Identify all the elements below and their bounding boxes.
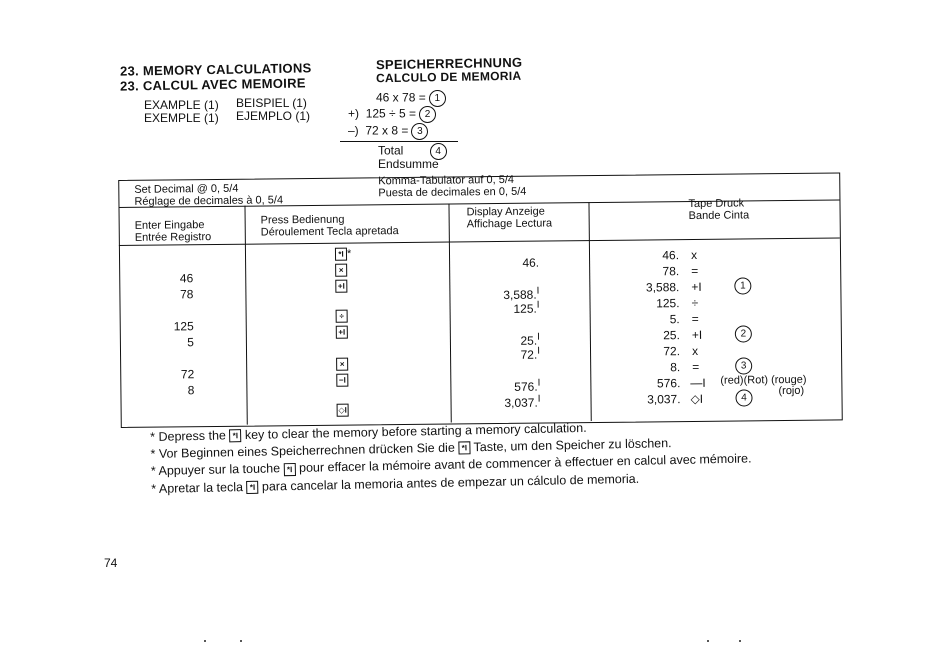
key-row <box>336 326 348 339</box>
calc-table <box>118 152 843 428</box>
red-note: (red)(Rot) (rouge) <box>720 373 807 387</box>
circled-number-icon: 1 <box>429 90 446 107</box>
divide-key-icon: ÷ <box>336 310 348 323</box>
tape-symbol: ◇I <box>690 391 704 407</box>
multiply-key-icon: × <box>335 264 347 277</box>
display-value: 25.$^I$ <box>520 331 540 348</box>
circled-number-icon: 1 <box>734 277 751 294</box>
key-row <box>336 374 348 387</box>
tape-value: 3,037. <box>647 392 681 407</box>
circled-number-icon: 3 <box>411 123 428 140</box>
tape-value: 46. <box>662 248 680 263</box>
col-tape-1: Tape Druck <box>688 197 745 211</box>
title-es: CALCULO DE MEMORIA <box>375 68 522 86</box>
col-press-2: Déroulement Tecla apretada <box>260 225 399 239</box>
key-row <box>337 404 349 417</box>
note-fr: * Appuyer sur la touche *I pour effacer la mémoire avant de commencer à effectuer en calcul avec mémoire. <box>150 451 752 479</box>
speck <box>240 640 242 642</box>
rojo-note: (rojo) <box>778 384 805 398</box>
setdec-en: Set Decimal @ 0, 5/4 <box>134 182 239 196</box>
tape-symbol: x <box>691 343 699 358</box>
tape-mark <box>732 357 752 374</box>
tape-value: 72. <box>663 344 681 359</box>
tape-value: 78. <box>662 264 680 279</box>
col-enter-1: Enter Eingabe <box>134 219 205 232</box>
example-fr: EXEMPLE (1) <box>144 111 219 125</box>
memory-plus-key-icon: +I <box>335 280 347 293</box>
key-row <box>336 310 348 323</box>
key-row <box>335 280 347 293</box>
tape-symbol: = <box>691 263 699 279</box>
circled-number-icon: 3 <box>735 357 752 374</box>
calc-total-de: Endsumme <box>378 157 439 171</box>
note-en: * Depress the *I key to clear the memory before starting a memory calculation. <box>150 420 587 444</box>
calc-line-2: +) 125 ÷ 5 = 2 <box>348 106 436 123</box>
enter-value: 8 <box>187 383 195 398</box>
display-value: 72.$^I$ <box>520 345 541 362</box>
tape-mark <box>732 389 752 406</box>
note-de: * Vor Beginnen eines Speicherrechnen drücken Sie die *I Taste, um den Speicher zu löschen. <box>150 436 672 462</box>
circled-number-icon: 2 <box>735 325 752 342</box>
key-row <box>336 358 348 371</box>
display-value: 46. <box>522 255 540 270</box>
tape-value: 8. <box>670 360 681 375</box>
col-enter-2: Entrée Registro <box>134 231 212 244</box>
tape-mark <box>732 325 752 342</box>
circled-number-icon: 4 <box>430 143 447 160</box>
title-en: 23. MEMORY CALCULATIONS <box>119 60 312 79</box>
key-clear-memory: *I * <box>335 248 351 261</box>
enter-value: 125 <box>173 319 194 334</box>
memory-clear-key-icon: *I <box>229 429 241 442</box>
tape-symbol: +I <box>691 327 703 342</box>
title-fr: 23. CALCUL AVEC MEMOIRE <box>119 75 306 94</box>
display-value: 3,588.$^I$ <box>503 285 540 302</box>
page-number: 74 <box>104 556 118 570</box>
note-es: * Apretar la tecla *I para cancelar la memoria antes de empezar un cálculo de memoria. <box>151 471 640 496</box>
col-display-1: Display Anzeige <box>466 205 545 219</box>
tape-mark <box>731 277 751 294</box>
setdec-es: Puesta de decimales en 0, 5/4 <box>378 185 527 200</box>
tape-value: 5. <box>669 312 680 327</box>
enter-value: 46 <box>179 271 194 286</box>
tape-symbol: = <box>692 359 700 374</box>
speck <box>739 640 741 642</box>
key-row <box>335 264 347 277</box>
tape-value: 576. <box>656 376 681 391</box>
speck <box>707 640 709 642</box>
tape-symbol: +I <box>691 279 702 295</box>
example-en: EXAMPLE (1) <box>144 98 219 112</box>
example-de: BEISPIEL (1) <box>236 96 307 110</box>
circled-number-icon: 4 <box>735 389 752 406</box>
memory-recall-key-icon: ◇I <box>337 404 349 417</box>
title-de: SPEICHERRECHNUNG <box>375 54 523 73</box>
footnotes <box>150 417 752 498</box>
enter-value: 72 <box>180 367 195 382</box>
display-value: 3,037.$^I$ <box>504 393 541 410</box>
circled-number-icon: 2 <box>419 106 436 123</box>
tape-value: 3,588. <box>645 280 680 295</box>
multiply-key-icon: × <box>336 358 348 371</box>
memory-clear-key-icon: *I <box>283 463 295 476</box>
sum-rule <box>340 141 458 142</box>
tape-value: 125. <box>656 296 680 311</box>
enter-value: 5 <box>187 335 194 350</box>
display-value: 576.$^I$ <box>514 377 541 394</box>
calc-line-3: –) 72 x 8 = 3 <box>348 123 428 140</box>
tape-symbol: x <box>690 247 698 263</box>
speck <box>204 640 206 642</box>
setdec-de: Komma-Tabulator auf 0, 5/4 <box>378 173 515 188</box>
example-es: EJEMPLO (1) <box>236 109 311 123</box>
display-value: 125.$^I$ <box>513 299 540 316</box>
memory-clear-key-icon: *I <box>458 442 470 455</box>
memory-minus-key-icon: −I <box>336 374 348 387</box>
col-tape-2: Bande Cinta <box>688 209 750 223</box>
tape-symbol: = <box>691 311 699 327</box>
setdec-fr: Réglage de decimales à 0, 5/4 <box>134 194 284 208</box>
memory-clear-key-icon: *I <box>335 248 347 261</box>
tape-symbol: —I <box>690 375 706 391</box>
enter-value: 78 <box>179 287 194 302</box>
calc-total: Total 4 <box>378 143 447 160</box>
memory-clear-key-icon: *I <box>246 481 258 494</box>
tape-value: 25. <box>663 328 680 343</box>
col-press-1: Press Bedienung <box>260 213 345 227</box>
col-display-2: Affichage Lectura <box>466 217 553 231</box>
calc-line-1: 46 x 78 = 1 <box>376 90 446 107</box>
memory-plus-key-icon: +I <box>336 326 348 339</box>
tape-symbol: ÷ <box>691 295 699 311</box>
